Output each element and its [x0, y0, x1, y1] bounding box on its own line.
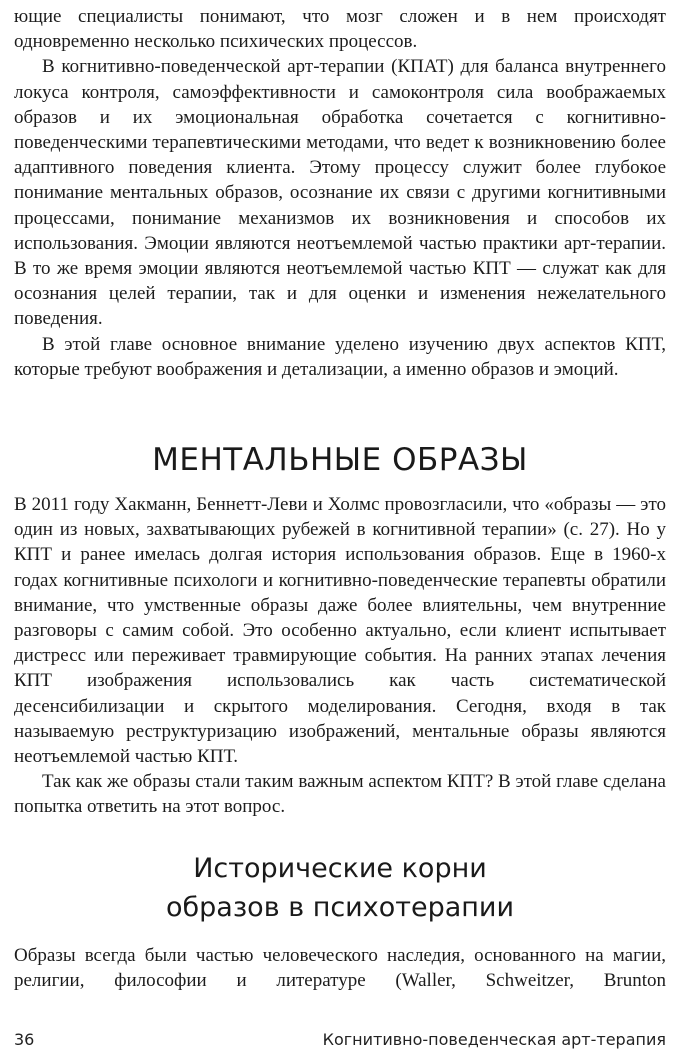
subsection-heading — [14, 851, 666, 926]
subsection-text — [14, 943, 666, 993]
paragraph: В 2011 году Хакманн, Беннетт-Леви и Холмс провозгласили, что «образы — это один из новых, захватывающих рубежей в когнитивной терапии» (с. 27). Но у КПТ и ранее имелась долгая история использования образов. Еще в 1960-х годах когнитивные психологи и когнитивно-поведенческие терапевты обратили внимание, что умственные образы даже более влиятельны, чем внутренние разговоры с самим собой. Это особенно актуально, если клиент испытывает дистресс или переживает травмирующие события. На ранних этапах лечения КПТ изображения использовались как часть систематической десенсибилизации и скрытого моделирования. Сегодня, входя в так называемую реструктуризацию изображений, ментальные образы являются неотъемлемой частью КПТ. — [14, 494, 666, 768]
section-text — [14, 492, 666, 820]
book-page — [14, 0, 666, 1049]
paragraph: Образы всегда были частью человеческого наследия, основанного на магии, религии, философии и литературе (Waller, Schweitzer, Brunton — [14, 945, 666, 992]
paragraph: В этой главе основное внимание уделено изучению двух аспектов КПТ, которые требуют воображения и детализации, а именно образов и эмоций. — [14, 333, 666, 380]
subsection-heading-line: образов в психотерапии — [165, 892, 515, 923]
paragraph: Так как же образы стали таким важным аспектом КПТ? В этой главе сделана попытка ответить на этот вопрос. — [14, 771, 666, 818]
page-number: 36 — [14, 1030, 35, 1049]
running-title: Когнитивно-поведенческая арт-терапия — [322, 1030, 666, 1049]
intro-text — [14, 4, 666, 382]
paragraph: ющие специалисты понимают, что мозг сложен и в нем происходят одновременно несколько психических процессов. — [14, 6, 666, 53]
paragraph: В когнитивно-поведенческой арт-терапии (КПАТ) для баланса внутреннего локуса контроля, самоэффективности и самоконтроля сила воображаемых образов и их эмоциональная обработка сочетается с когнитивно-поведенческими терапевтическими методами, что ведет к возникновению более адаптивного поведения клиента. Этому процессу служит более глубокое понимание ментальных образов, осознание их связи с другими когнитивными процессами, понимание механизмов их возникновения и способов их использования. Эмоции являются неотъемлемой частью практики арт-терапии. В то же время эмоции являются неотъемлемой частью КПТ — служат как для осознания целей терапии, так и для оценки и изменения нежелательного поведения. — [14, 56, 666, 330]
subsection-heading-line: Исторические корни — [193, 853, 487, 884]
section-heading: МЕНТАЛЬНЫЕ ОБРАЗЫ — [152, 442, 528, 478]
